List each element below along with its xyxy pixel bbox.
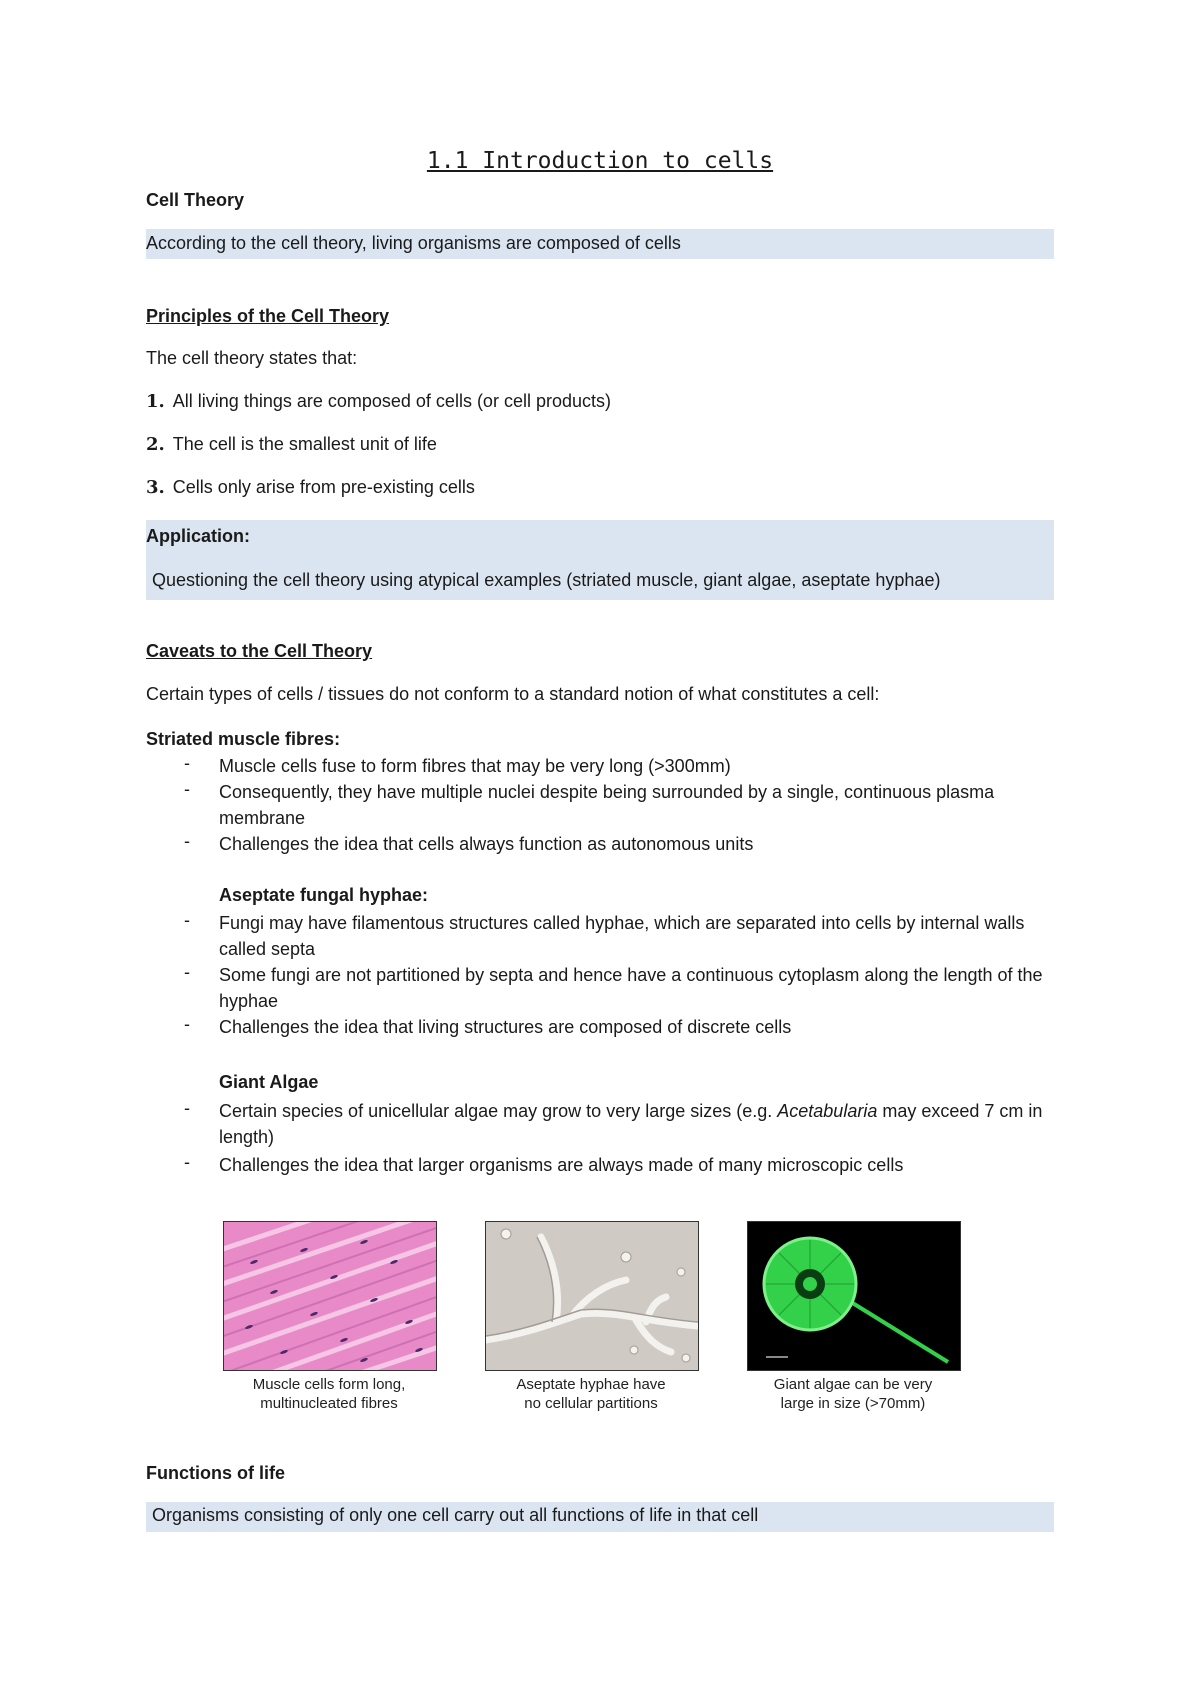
muscle-bullet-1: Muscle cells fuse to form fibres that may be very long (>300mm) xyxy=(219,756,731,776)
bullet-dash: - xyxy=(184,753,190,773)
principles-intro: The cell theory states that: xyxy=(146,348,358,368)
hyphae-illustration xyxy=(486,1222,698,1370)
caption-line: multinucleated fibres xyxy=(260,1395,398,1412)
muscle-bullet-2: Consequently, they have multiple nuclei despite being surrounded by a single, continuous plasma membrane xyxy=(219,782,995,828)
algae-bullet-2: Challenges the idea that larger organisms are always made of many microscopic cells xyxy=(219,1155,904,1175)
caption-line: Giant algae can be very xyxy=(773,1376,933,1393)
principle-text: The cell is the smallest unit of life xyxy=(172,434,437,454)
application-highlight-box xyxy=(146,520,1054,600)
algae-species-name: Acetabularia xyxy=(777,1101,878,1121)
cell-theory-heading: Cell Theory xyxy=(146,190,245,210)
functions-heading: Functions of life xyxy=(146,1463,285,1483)
algae-heading: Giant Algae xyxy=(219,1072,319,1092)
hyphae-bullet-1: Fungi may have filamentous structures called hyphae, which are separated into cells by internal walls called septa xyxy=(219,913,1025,959)
caption-line: large in size (>70mm) xyxy=(780,1395,926,1412)
principles-heading: Principles of the Cell Theory xyxy=(146,306,390,326)
hyphae-figure-caption xyxy=(475,1375,707,1413)
giant-algae-image xyxy=(747,1221,961,1371)
caveats-intro: Certain types of cells / tissues do not conform to a standard notion of what constitutes a cell: xyxy=(146,684,880,704)
functions-highlight-box xyxy=(146,1502,1054,1532)
page-title: 1.1 Introduction to cells xyxy=(426,148,774,174)
functions-highlight-text: Organisms consisting of only one cell carry out all functions of life in that cell xyxy=(152,1505,759,1525)
bullet-dash: - xyxy=(184,1098,190,1118)
muscle-bullet-3: Challenges the idea that cells always function as autonomous units xyxy=(219,834,754,854)
algae-illustration xyxy=(748,1222,960,1370)
caveats-heading: Caveats to the Cell Theory xyxy=(146,641,373,661)
principle-item-2 xyxy=(146,434,437,455)
bullet-dash: - xyxy=(184,1014,190,1034)
aseptate-hyphae-image xyxy=(485,1221,699,1371)
caption-line: no cellular partitions xyxy=(524,1395,658,1412)
muscle-heading: Striated muscle fibres: xyxy=(146,729,341,749)
principle-item-3 xyxy=(146,477,475,498)
bullet-dash: - xyxy=(184,1152,190,1172)
algae-bullet-1-text-end: may exceed 7 cm in length) xyxy=(219,1101,1043,1147)
hyphae-bullet-3: Challenges the idea that living structures are composed of discrete cells xyxy=(219,1017,792,1037)
bullet-dash: - xyxy=(184,779,190,799)
caption-line: Muscle cells form long, xyxy=(252,1376,406,1393)
principle-text: All living things are composed of cells (or cell products) xyxy=(172,391,611,411)
application-text: Questioning the cell theory using atypical examples (striated muscle, giant algae, aseptate hyphae) xyxy=(152,570,941,590)
principle-item-1 xyxy=(146,391,611,412)
bullet-dash: - xyxy=(184,962,190,982)
hyphae-heading: Aseptate fungal hyphae: xyxy=(219,885,429,905)
algae-figure-caption xyxy=(737,1375,969,1413)
hyphae-bullet-2: Some fungi are not partitioned by septa and hence have a continuous cytoplasm along the length of the hyphae xyxy=(219,965,1043,1011)
cell-theory-highlight-text: According to the cell theory, living organisms are composed of cells xyxy=(146,233,681,253)
muscle-fibre-illustration xyxy=(224,1222,436,1370)
algae-bullet-1 xyxy=(219,1098,1059,1150)
muscle-figure-caption xyxy=(213,1375,445,1413)
algae-bullet-1-text: Certain species of unicellular algae may grow to very large sizes (e.g. xyxy=(219,1101,778,1121)
principle-text: Cells only arise from pre-existing cells xyxy=(172,477,475,497)
application-label: Application: xyxy=(146,526,250,546)
cell-theory-highlight-box xyxy=(146,229,1054,259)
principle-number: 1. xyxy=(146,391,165,412)
caption-line: Aseptate hyphae have xyxy=(516,1376,666,1393)
principle-number: 3. xyxy=(146,477,165,498)
bullet-dash: - xyxy=(184,910,190,930)
muscle-fibre-image xyxy=(223,1221,437,1371)
principle-number: 2. xyxy=(146,434,165,455)
bullet-dash: - xyxy=(184,831,190,851)
